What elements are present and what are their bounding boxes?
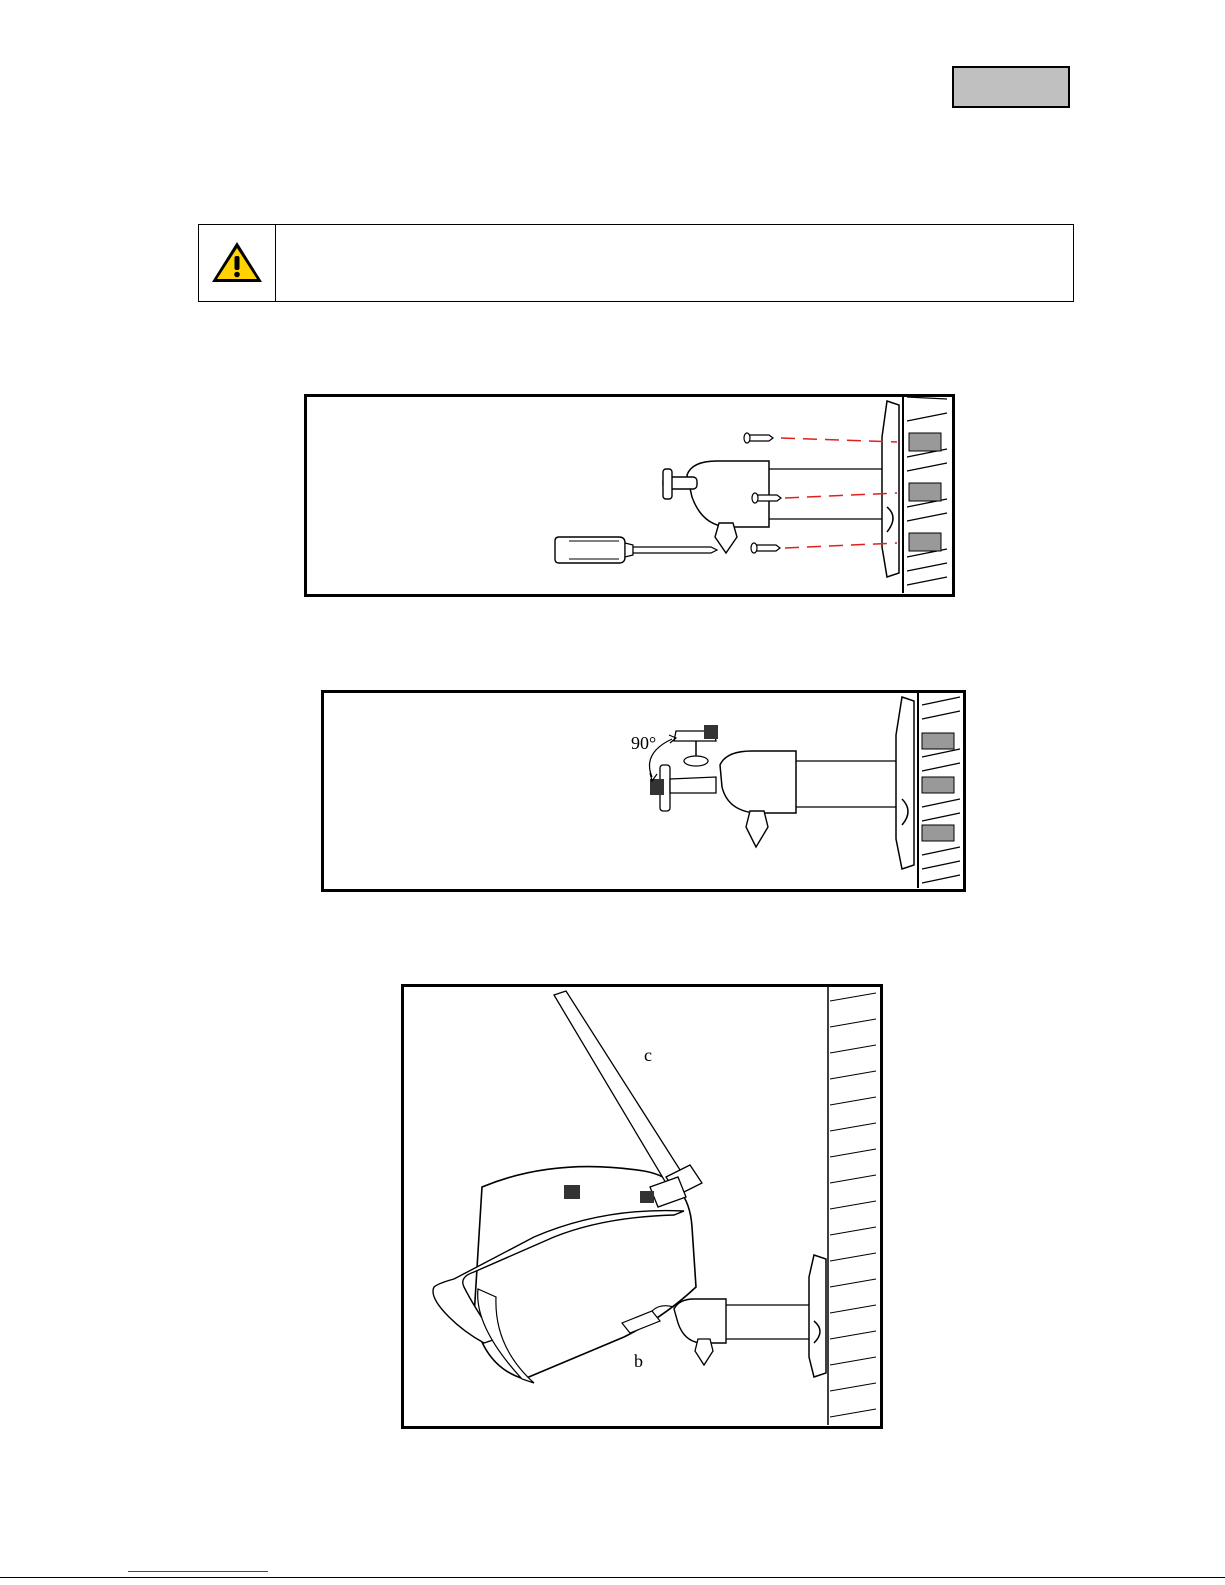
figure-camera-mounted bbox=[401, 984, 883, 1429]
footer-divider bbox=[0, 1577, 1225, 1578]
language-tab bbox=[952, 66, 1070, 108]
figure-bracket-mounting bbox=[304, 394, 955, 597]
rotation-angle-label: 90° bbox=[631, 733, 657, 753]
warning-icon-cell bbox=[199, 225, 276, 301]
camera-mounted-illustration bbox=[404, 987, 879, 1425]
warning-icon bbox=[209, 239, 265, 285]
warning-box bbox=[198, 224, 1074, 302]
bracket-mounting-illustration bbox=[307, 397, 951, 593]
bracket-label: b bbox=[634, 1351, 643, 1371]
joint-rotation-illustration bbox=[324, 693, 962, 888]
antenna-label: c bbox=[644, 1045, 652, 1065]
figure-joint-rotation bbox=[321, 690, 966, 892]
footer-link-underline[interactable] bbox=[128, 1571, 268, 1572]
